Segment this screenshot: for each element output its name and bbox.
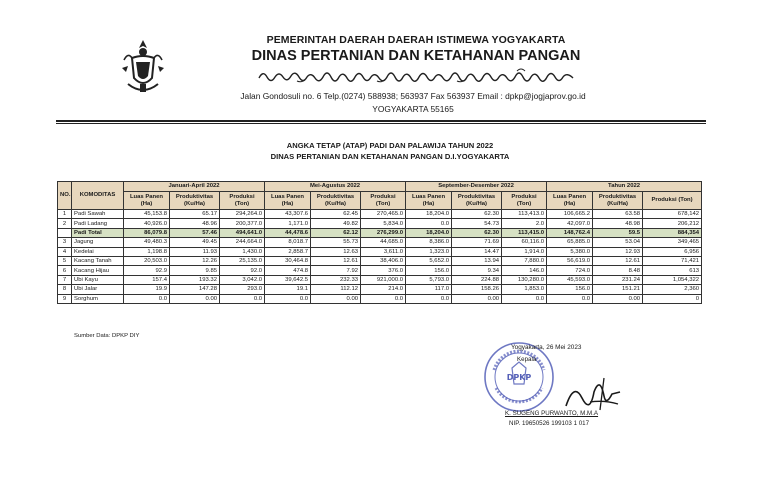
cell-value: 474.8 bbox=[265, 266, 311, 275]
cell-value: 12.61 bbox=[593, 256, 643, 265]
cell-value: 56,619.0 bbox=[547, 256, 593, 265]
letterhead-divider-thin bbox=[56, 123, 706, 124]
cell-value: 54.73 bbox=[452, 219, 502, 228]
cell-value: 232.33 bbox=[311, 275, 361, 284]
table-row bbox=[58, 285, 702, 294]
cell-no: 4 bbox=[58, 247, 72, 256]
cell-value: 3,611.0 bbox=[361, 247, 406, 256]
cell-value: 19.1 bbox=[265, 285, 311, 294]
cell-value: 43,307.6 bbox=[265, 210, 311, 219]
cell-value: 19.9 bbox=[124, 285, 170, 294]
cell-value: 157.4 bbox=[124, 275, 170, 284]
cell-value: 18,204.0 bbox=[406, 228, 452, 237]
cell-value: 3,042.0 bbox=[220, 275, 265, 284]
table-row bbox=[58, 238, 702, 247]
subheader-luas: Luas Panen (Ha) bbox=[124, 192, 170, 210]
cell-value: 92.0 bbox=[220, 266, 265, 275]
cell-value: 12.26 bbox=[170, 256, 220, 265]
cell-value: 147.28 bbox=[170, 285, 220, 294]
cell-value: 130,280.0 bbox=[502, 275, 547, 284]
cell-value: 48.98 bbox=[593, 219, 643, 228]
cell-no: 9 bbox=[58, 294, 72, 303]
report-title bbox=[200, 140, 580, 162]
cell-value: 6,956 bbox=[643, 247, 702, 256]
cell-value: 65,885.0 bbox=[547, 238, 593, 247]
government-name: PEMERINTAH DAERAH DAERAH ISTIMEWA YOGYAKARTA bbox=[266, 34, 566, 46]
table-row bbox=[58, 266, 702, 275]
table-row bbox=[58, 294, 702, 303]
cell-value: 8,018.7 bbox=[265, 238, 311, 247]
letterhead bbox=[236, 34, 596, 88]
cell-no: 3 bbox=[58, 238, 72, 247]
cell-value: 113,413.0 bbox=[502, 210, 547, 219]
cell-value: 148,762.4 bbox=[547, 228, 593, 237]
cell-value: 151.21 bbox=[593, 285, 643, 294]
cell-value: 5,834.0 bbox=[361, 219, 406, 228]
cell-value: 1,323.0 bbox=[406, 247, 452, 256]
cell-value: 613 bbox=[643, 266, 702, 275]
cell-komoditas: Kacang Hijau bbox=[72, 266, 124, 275]
cell-value: 62.30 bbox=[452, 228, 502, 237]
cell-value: 112.12 bbox=[311, 285, 361, 294]
cell-value: 117.0 bbox=[406, 285, 452, 294]
cell-value: 0.0 bbox=[406, 219, 452, 228]
table-body bbox=[58, 210, 702, 304]
cell-value: 92.9 bbox=[124, 266, 170, 275]
cell-komoditas: Padi Total bbox=[72, 228, 124, 237]
cell-value: 0.0 bbox=[124, 294, 170, 303]
cell-value: 146.0 bbox=[502, 266, 547, 275]
header-period-3: September-Desember 2022 bbox=[406, 182, 547, 192]
cell-value: 62.30 bbox=[452, 210, 502, 219]
cell-value: 8.48 bbox=[593, 266, 643, 275]
cell-value: 200,377.0 bbox=[220, 219, 265, 228]
cell-no: 2 bbox=[58, 219, 72, 228]
table-row bbox=[58, 210, 702, 219]
javanese-script-heading bbox=[257, 67, 575, 83]
cell-komoditas: Kedelai bbox=[72, 247, 124, 256]
dinas-emblem-logo bbox=[118, 38, 168, 98]
cell-value: 1,914.0 bbox=[502, 247, 547, 256]
cell-value: 0.0 bbox=[547, 294, 593, 303]
address-line: Jalan Gondosuli no. 6 Telp.(0274) 588938; 563937 Fax 563937 Email : dpkp@jogjaprov.go.id bbox=[240, 91, 586, 101]
cell-value: 5,652.0 bbox=[406, 256, 452, 265]
cell-value: 0.0 bbox=[361, 294, 406, 303]
cell-value: 12.61 bbox=[311, 256, 361, 265]
subheader-produktivitas: Produktivitas (Ku/Ha) bbox=[311, 192, 361, 210]
production-table bbox=[57, 181, 702, 304]
cell-value: 44,685.0 bbox=[361, 238, 406, 247]
cell-no: 7 bbox=[58, 275, 72, 284]
cell-value: 14.47 bbox=[452, 247, 502, 256]
cell-value: 294,264.0 bbox=[220, 210, 265, 219]
cell-value: 1,198.8 bbox=[124, 247, 170, 256]
signatory-nip: NIP. 19650526 199103 1 017 bbox=[509, 420, 590, 427]
cell-value: 63.58 bbox=[593, 210, 643, 219]
cell-value: 9.85 bbox=[170, 266, 220, 275]
cell-value: 494,641.0 bbox=[220, 228, 265, 237]
cell-value: 193.32 bbox=[170, 275, 220, 284]
table-row bbox=[58, 247, 702, 256]
cell-value: 38,406.0 bbox=[361, 256, 406, 265]
header-komoditas: KOMODITAS bbox=[72, 182, 124, 210]
subheader-luas: Luas Panen (Ha) bbox=[406, 192, 452, 210]
header-period-2: Mei-Agustus 2022 bbox=[265, 182, 406, 192]
cell-value: 376.0 bbox=[361, 266, 406, 275]
subheader-produktivitas: Produktivitas (Ku/Ha) bbox=[452, 192, 502, 210]
subheader-produktivitas: Produktivitas (Ku/Ha) bbox=[170, 192, 220, 210]
header-period-1: Januari-April 2022 bbox=[124, 182, 265, 192]
cell-no: 5 bbox=[58, 256, 72, 265]
cell-value: 1,853.0 bbox=[502, 285, 547, 294]
cell-value: 678,142 bbox=[643, 210, 702, 219]
svg-text:DPKP: DPKP bbox=[506, 373, 532, 382]
cell-value: 293.0 bbox=[220, 285, 265, 294]
data-source-note: Sumber Data: DPKP DIY bbox=[74, 333, 140, 339]
cell-value: 206,212 bbox=[643, 219, 702, 228]
cell-komoditas: Padi Sawah bbox=[72, 210, 124, 219]
cell-value: 53.04 bbox=[593, 238, 643, 247]
cell-value: 49.45 bbox=[170, 238, 220, 247]
letterhead-divider bbox=[56, 120, 706, 122]
cell-value: 2.0 bbox=[502, 219, 547, 228]
cell-no: 8 bbox=[58, 285, 72, 294]
subheader-produksi: Produksi (Ton) bbox=[361, 192, 406, 210]
cell-value: 49.82 bbox=[311, 219, 361, 228]
signature-place-date: Yogyakarta, 26 Mei 2023 bbox=[511, 344, 582, 351]
subheader-produksi: Produksi (Ton) bbox=[220, 192, 265, 210]
cell-value: 349,465 bbox=[643, 238, 702, 247]
cell-value: 71,421 bbox=[643, 256, 702, 265]
cell-value: 224.88 bbox=[452, 275, 502, 284]
cell-value: 106,665.2 bbox=[547, 210, 593, 219]
cell-value: 244,664.0 bbox=[220, 238, 265, 247]
cell-value: 71.69 bbox=[452, 238, 502, 247]
cell-value: 724.0 bbox=[547, 266, 593, 275]
cell-value: 231.24 bbox=[593, 275, 643, 284]
cell-value: 7,880.0 bbox=[502, 256, 547, 265]
cell-value: 8,386.0 bbox=[406, 238, 452, 247]
table-row bbox=[58, 275, 702, 284]
cell-value: 39,642.5 bbox=[265, 275, 311, 284]
cell-value: 0.00 bbox=[170, 294, 220, 303]
cell-value: 276,299.0 bbox=[361, 228, 406, 237]
cell-value: 0.0 bbox=[220, 294, 265, 303]
cell-value: 40,926.0 bbox=[124, 219, 170, 228]
subheader-luas: Luas Panen (Ha) bbox=[265, 192, 311, 210]
cell-komoditas: Sorghum bbox=[72, 294, 124, 303]
cell-value: 65.17 bbox=[170, 210, 220, 219]
cell-value: 59.5 bbox=[593, 228, 643, 237]
cell-value: 1,171.0 bbox=[265, 219, 311, 228]
cell-komoditas: Ubi Kayu bbox=[72, 275, 124, 284]
cell-value: 55.73 bbox=[311, 238, 361, 247]
cell-value: 44,478.6 bbox=[265, 228, 311, 237]
subheader-produksi: Produksi (Ton) bbox=[643, 192, 702, 210]
cell-value: 5,793.0 bbox=[406, 275, 452, 284]
cell-value: 0.0 bbox=[406, 294, 452, 303]
city-line: YOGYAKARTA 55165 bbox=[372, 104, 454, 114]
cell-value: 0.0 bbox=[502, 294, 547, 303]
subheader-produksi: Produksi (Ton) bbox=[502, 192, 547, 210]
cell-value: 214.0 bbox=[361, 285, 406, 294]
table-row bbox=[58, 256, 702, 265]
cell-komoditas: Ubi Jalar bbox=[72, 285, 124, 294]
cell-value: 156.0 bbox=[547, 285, 593, 294]
cell-value: 158.26 bbox=[452, 285, 502, 294]
cell-value: 20,503.0 bbox=[124, 256, 170, 265]
header-period-4: Tahun 2022 bbox=[547, 182, 702, 192]
cell-value: 156.0 bbox=[406, 266, 452, 275]
cell-value: 2,360 bbox=[643, 285, 702, 294]
cell-value: 11.93 bbox=[170, 247, 220, 256]
cell-value: 9.34 bbox=[452, 266, 502, 275]
cell-value: 86,079.8 bbox=[124, 228, 170, 237]
cell-value: 45,153.8 bbox=[124, 210, 170, 219]
cell-komoditas: Padi Ladang bbox=[72, 219, 124, 228]
cell-no: 1 bbox=[58, 210, 72, 219]
cell-value: 25,135.0 bbox=[220, 256, 265, 265]
subheader-produktivitas: Produktivitas (Ku/Ha) bbox=[593, 192, 643, 210]
cell-value: 113,415.0 bbox=[502, 228, 547, 237]
cell-value: 42,097.0 bbox=[547, 219, 593, 228]
cell-value: 0 bbox=[643, 294, 702, 303]
official-stamp bbox=[482, 340, 556, 414]
cell-value: 270,465.0 bbox=[361, 210, 406, 219]
cell-komoditas: Jagung bbox=[72, 238, 124, 247]
cell-value: 0.00 bbox=[593, 294, 643, 303]
cell-value: 1,054,322 bbox=[643, 275, 702, 284]
cell-value: 0.0 bbox=[265, 294, 311, 303]
table-row bbox=[58, 219, 702, 228]
cell-value: 921,000.0 bbox=[361, 275, 406, 284]
report-title-line-2: DINAS PERTANIAN DAN KETAHANAN PANGAN D.I.YOGYAKARTA bbox=[270, 152, 510, 161]
subheader-row bbox=[58, 192, 702, 210]
cell-value: 1,430.0 bbox=[220, 247, 265, 256]
cell-value: 18,204.0 bbox=[406, 210, 452, 219]
cell-value: 12.63 bbox=[311, 247, 361, 256]
cell-no bbox=[58, 228, 72, 237]
cell-value: 60,116.0 bbox=[502, 238, 547, 247]
table-row-total bbox=[58, 228, 702, 237]
signatory-name: K. SUGENG PURWANTO, M.M.A bbox=[505, 410, 599, 417]
cell-komoditas: Kacang Tanah bbox=[72, 256, 124, 265]
signature-role: Kepala bbox=[517, 356, 537, 363]
cell-value: 48.96 bbox=[170, 219, 220, 228]
department-name: DINAS PERTANIAN DAN KETAHANAN PANGAN bbox=[251, 48, 581, 64]
cell-value: 13.94 bbox=[452, 256, 502, 265]
cell-value: 884,354 bbox=[643, 228, 702, 237]
cell-value: 62.12 bbox=[311, 228, 361, 237]
cell-value: 0.00 bbox=[311, 294, 361, 303]
cell-value: 62.45 bbox=[311, 210, 361, 219]
cell-value: 12.93 bbox=[593, 247, 643, 256]
cell-value: 2,858.7 bbox=[265, 247, 311, 256]
cell-value: 7.92 bbox=[311, 266, 361, 275]
cell-value: 0.00 bbox=[452, 294, 502, 303]
cell-value: 45,593.0 bbox=[547, 275, 593, 284]
cell-no: 6 bbox=[58, 266, 72, 275]
cell-value: 5,380.0 bbox=[547, 247, 593, 256]
cell-value: 49,480.3 bbox=[124, 238, 170, 247]
cell-value: 57.46 bbox=[170, 228, 220, 237]
subheader-luas: Luas Panen (Ha) bbox=[547, 192, 593, 210]
header-no: NO. bbox=[58, 182, 72, 210]
report-title-line-1: ANGKA TETAP (ATAP) PADI DAN PALAWIJA TAHUN 2022 bbox=[286, 141, 494, 150]
cell-value: 30,464.8 bbox=[265, 256, 311, 265]
